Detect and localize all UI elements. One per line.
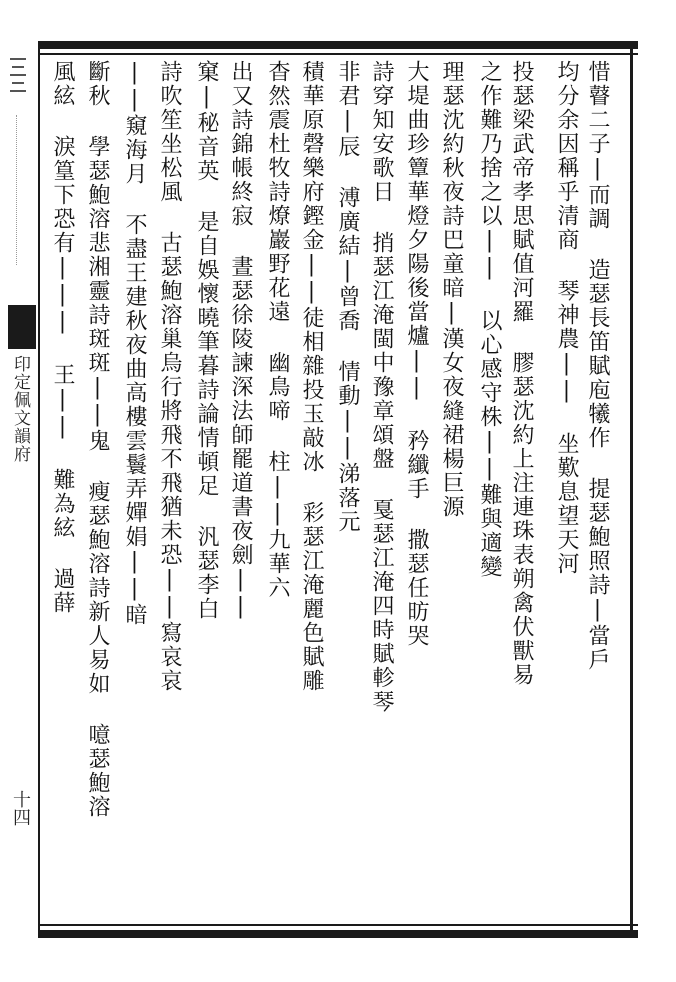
text-column-16: 風絃 淚篁下恐有||| 王|| 難為絃 過薛: [50, 60, 75, 615]
top-border: [38, 41, 638, 49]
text-column-14: ||窺海月 不盡王建秋夜曲高樓雲鬟弄嬋娟||暗: [122, 60, 147, 627]
text-column-15: 斷秋 學瑟鮑溶悲湘靈詩斑斑||鬼 瘦瑟鮑溶詩新人易如 噫瑟鮑溶: [85, 60, 110, 819]
bottom-border: [38, 930, 638, 938]
margin-guide-line: [16, 115, 18, 265]
page-number: 十四: [10, 790, 31, 826]
fish-tail-block: [8, 305, 36, 349]
text-column-5: 理瑟沈約秋夜詩巴童暗|漢女夜縫裙楊巨源: [439, 60, 464, 519]
text-column-13: 詩吹笙坐松風 古瑟鮑溶巢烏行將飛不飛猶未恐||寫哀哀: [157, 60, 182, 693]
text-column-6: 大堤曲珍簟華燈夕陽後當爐|| 矜纖手 撒瑟任昉哭: [404, 60, 429, 648]
text-column-3: 投瑟梁武帝孝思賦值河羅 膠瑟沈約上注連珠表朔禽伏獸易: [509, 60, 534, 687]
text-column-10: 杳然震杜牧詩燎巖野花遠 幽鳥啼 柱||九華六: [265, 60, 290, 600]
text-column-9: 積華原磬樂府鏗金||徒相雜投玉敲冰 彩瑟江淹麗色賦雕: [299, 60, 324, 693]
text-column-12: 窠|秘音英 是自娛懷曉筆暮詩論情頓足 汎瑟李白: [194, 60, 219, 621]
text-column-11: 出又詩錦帳終寂 晝瑟徐陵諫深法師罷道書夜劍||: [228, 60, 253, 621]
text-column-4: 之作難乃捨之以|| 以心感守株||難與適變: [477, 60, 502, 579]
text-column-8: 非君|辰 溥廣結|曾喬 情動||涕落元: [335, 60, 360, 534]
book-title: 印定佩文韻府: [10, 355, 30, 463]
right-border: [630, 41, 633, 938]
top-border-inner: [38, 53, 638, 55]
text-column-1: 惜瞽二子|而調 造瑟長笛賦庖犧作 提瑟鮑照詩|當戶: [585, 60, 610, 672]
fish-tail-mark-icon: [8, 55, 28, 99]
left-border: [38, 41, 40, 938]
bottom-border-inner: [38, 924, 638, 926]
text-column-2: 均分余因稱乎清商 琴神農|| 坐歎息望天河: [554, 60, 579, 576]
page-margin: [2, 55, 36, 925]
text-column-7: 詩穿知安歌日 捎瑟江淹閩中豫章頌盤 戛瑟江淹四時賦軫琴: [369, 60, 394, 714]
